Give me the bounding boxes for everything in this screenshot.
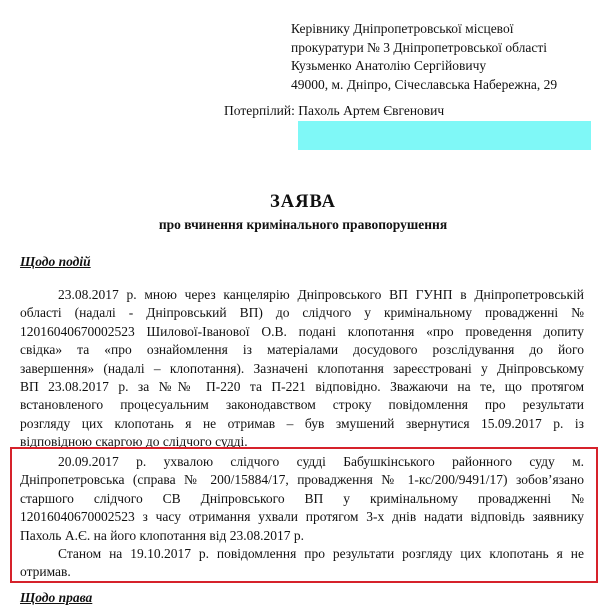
text-line: відповідною скаргою до слідчого судді. [20, 434, 248, 450]
addressee-block [291, 20, 557, 94]
addressee-line: Кузьменко Анатолію Сергійовичу [291, 58, 487, 74]
text-line: старшого слідчого СВ Дніпровського ВП у кримінальному провадженні № [20, 490, 584, 506]
text-line: свідка» та «про ознайомлення із матеріалами досудового розслідування до його [20, 342, 584, 358]
text-line: 20.09.2017 р. ухвалою слідчого судді Бабушкінського районного суду м. [58, 454, 584, 469]
paragraph-events [20, 286, 584, 452]
victim-name: Пахоль Артем Євгенович [298, 103, 445, 118]
section-heading-events: Щодо подій [20, 254, 91, 269]
text-line: розгляду цих клопотань я не отримав – був змушений звернутися 15.09.2017 р. із [20, 415, 584, 431]
text-line: встановленого процесуальним законодавством строку повідомлення про результати [20, 397, 584, 413]
paragraph-status [20, 545, 584, 582]
victim-line [224, 103, 444, 119]
document-subtitle: про вчинення кримінального правопорушення [158, 217, 448, 232]
document-title: ЗАЯВА [269, 192, 337, 212]
text-line: Пахоль А.Є. на його клопотання від 23.08.2017 р. [20, 527, 305, 543]
section-heading-rights: Щодо права [20, 590, 93, 605]
redaction-block [298, 121, 591, 150]
addressee-line: 49000, м. Дніпро, Січеславська Набережна, 29 [291, 76, 558, 92]
paragraph-court-ruling [20, 453, 584, 545]
text-line: Дніпропетровська (справа № 200/15884/17, провадження № 1-кс/200/9491/17) зобов’язано [20, 472, 584, 488]
text-line: Станом на 19.10.2017 р. повідомлення про результати розгляду цих клопотань я не [58, 546, 584, 561]
text-line: 12016040670002523 Шилової-Іванової О.В. подані клопотання «про проведення допиту [20, 323, 584, 339]
text-line: 23.08.2017 р. мною через канцелярію Дніпровського ВП ГУНП в Дніпропетровській [58, 287, 584, 302]
addressee-line: Керівнику Дніпропетровської місцевої [291, 21, 514, 36]
text-line: ВП 23.08.2017 р. за №№ П-220 та П-221 відповідно. Зважаючи на те, що протягом [20, 379, 584, 395]
victim-label: Потерпілий: [224, 103, 295, 118]
addressee-line: прокуратури № 3 Дніпропетровської області [291, 39, 547, 55]
text-line: отримав. [20, 564, 71, 580]
text-line: області (надалі - Дніпровський ВП) до слідчого у кримінальному провадженні № [20, 305, 584, 321]
text-line: завершення» (надалі – клопотання). Зазначені клопотання зареєстровані у Дніпровському [20, 360, 584, 376]
text-line: 12016040670002523 з часу отримання ухвали протягом 3-х днів надати відповідь заявнику [20, 509, 584, 525]
